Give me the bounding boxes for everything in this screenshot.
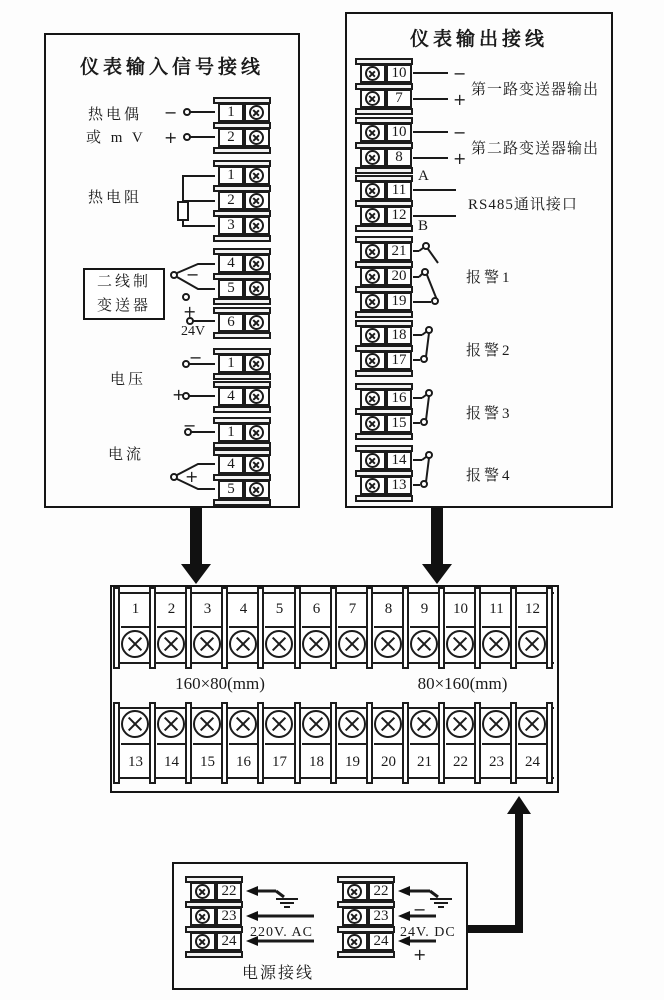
ground-icon [430,899,452,907]
connection-point [171,272,177,278]
terminal-screw-cell [360,267,386,286]
terminal-post [257,702,264,784]
screw-icon [365,91,380,106]
terminal-post [366,587,373,669]
terminal-post [221,587,228,669]
screw-icon [193,710,221,738]
screw-icon [157,630,185,658]
terminal-number: 12 [518,592,547,628]
alarm2-contact [413,327,432,362]
terminal-number: 14 [157,743,186,779]
terminal-screw-cell [342,882,368,901]
terminal-screw-cell [244,387,270,406]
terminal-number: 17 [265,743,294,779]
arrowhead [398,886,410,896]
terminal-rail [213,406,271,413]
rs485-marker-a: A [418,168,429,184]
terminal-post [546,702,553,784]
input-box-title: 仪表输入信号接线 [79,57,264,78]
switch-blade [426,458,429,482]
switch-blade [427,275,437,300]
thermocouple-label-2: 或 m V [86,130,146,146]
terminal-screw-cell [244,254,270,273]
plus-sign: + [185,467,199,486]
alarm1-label: 报警1 [466,270,513,286]
terminal-screw-cell [360,89,386,108]
thermocouple-wires [184,109,215,140]
screw-icon [365,125,380,140]
terminal-number: 11 [482,592,511,628]
terminal-post [294,587,301,669]
screw-icon [121,630,149,658]
rtd-label: 热电阻 [88,190,143,206]
terminal-screw-cell [190,932,216,951]
terminal-screw-cell [244,354,270,373]
terminal-number: 17 [386,351,412,370]
screw-icon [249,256,264,271]
screw-icon [365,453,380,468]
terminal-number: 22 [216,882,242,901]
alarm2-label: 报警2 [466,343,513,359]
voltage-label: 电压 [110,372,147,388]
terminal-screw-cell [190,907,216,926]
screw-icon [249,389,264,404]
terminal-screw-cell [360,292,386,311]
terminal-screw-cell [190,882,216,901]
terminal-number: 5 [218,480,244,499]
transmitter-label-1: 二线制 [96,274,151,290]
terminal-number: 8 [374,592,403,628]
terminal-rail [213,332,271,339]
terminal-number: 23 [482,743,511,779]
resistor-icon [178,202,188,220]
terminal-screw-cell [360,326,386,345]
terminal-rail [355,370,413,377]
terminal-screw-cell [360,389,386,408]
analog-output-wires [413,73,448,158]
up-arrow [468,796,531,933]
size-label-right: 80×160(mm) [417,674,508,693]
terminal-rail [213,147,271,154]
terminal-number: 15 [193,743,222,779]
analog1-label: 第一路变送器输出 [471,82,600,98]
rs485-wires [413,190,456,216]
supply-24v-label: 24V [181,324,206,339]
terminal-number: 1 [218,354,244,373]
screw-icon [446,710,474,738]
terminal-rail [213,298,271,305]
terminal-number: 18 [386,326,412,345]
terminal-post [185,702,192,784]
analog2-label: 第二路变送器输出 [471,141,600,157]
terminal-number: 23 [216,907,242,926]
terminal-number: 7 [338,592,367,628]
screw-icon [374,710,402,738]
terminal-screw-cell [244,166,270,185]
thermocouple-label: 热电偶 [88,107,143,123]
switch-blade [428,249,438,263]
terminal-post [113,587,120,669]
screw-icon [195,884,210,899]
terminal-number: 11 [386,181,412,200]
terminal-screw-cell [244,423,270,442]
dc-voltage-label: 24V. DC [400,925,456,940]
terminal-number: 13 [386,476,412,495]
terminal-number: 13 [121,743,150,779]
screw-icon [338,710,366,738]
rs485-label: RS485通讯接口 [468,197,578,213]
alarm1-contact [413,243,438,304]
terminal-number: 23 [368,907,394,926]
screw-icon [302,630,330,658]
terminal-number: 10 [386,123,412,142]
terminal-screw-cell [244,216,270,235]
transmitter-label-2: 变送器 [96,298,151,314]
screw-icon [482,710,510,738]
terminal-screw-cell [342,907,368,926]
terminal-number: 22 [368,882,394,901]
terminal-post [149,587,156,669]
connection-point [183,294,189,300]
down-arrow [181,508,211,584]
screw-icon [249,281,264,296]
terminal-number: 21 [410,743,439,779]
screw-icon [365,150,380,165]
terminal-number: 4 [229,592,258,628]
switch-blade [426,396,429,420]
power-box-title: 电源接线 [242,965,315,982]
terminal-number: 18 [302,743,331,779]
screw-icon [302,710,330,738]
terminal-number: 10 [446,592,475,628]
rtd-wires [178,176,215,226]
screw-icon [365,328,380,343]
minus-sign: − [183,416,197,435]
terminal-screw-cell [360,242,386,261]
terminal-post [330,702,337,784]
terminal-screw-cell [360,181,386,200]
screw-icon [249,315,264,330]
screw-icon [347,909,362,924]
ground-icon [276,899,298,907]
terminal-rail [355,225,413,232]
screw-icon [249,105,264,120]
terminal-number: 1 [218,423,244,442]
terminal-number: 19 [386,292,412,311]
terminal-number: 5 [265,592,294,628]
screw-icon [365,244,380,259]
plus-sign: + [172,385,186,404]
terminal-post [257,587,264,669]
screw-icon [365,416,380,431]
terminal-screw-cell [244,103,270,122]
terminal-number: 12 [386,206,412,225]
minus-sign: − [453,123,467,142]
arrowhead [246,911,258,921]
screw-icon [518,630,546,658]
terminal-number: 24 [518,743,547,779]
terminal-number: 15 [386,414,412,433]
terminal-number: 4 [218,455,244,474]
terminal-rail [185,951,243,958]
screw-icon [121,710,149,738]
plus-sign: + [164,128,178,147]
terminal-rail [213,442,271,449]
minus-sign: − [186,265,200,284]
terminal-rail [355,167,413,174]
terminal-screw-cell [244,279,270,298]
terminal-number: 1 [121,592,150,628]
terminal-number: 19 [338,743,367,779]
terminal-number: 7 [386,89,412,108]
terminal-screw-cell [244,455,270,474]
screw-icon [249,482,264,497]
terminal-screw-cell [360,451,386,470]
terminal-post [438,702,445,784]
terminal-screw-cell [360,351,386,370]
alarm4-label: 报警4 [466,468,513,484]
screw-icon [365,294,380,309]
terminal-screw-cell [360,148,386,167]
terminal-number: 3 [193,592,222,628]
terminal-rail [213,499,271,506]
terminal-number: 24 [368,932,394,951]
screw-icon [195,934,210,949]
minus-sign: − [453,64,467,83]
plus-sign: + [183,302,197,321]
terminal-screw-cell [360,476,386,495]
terminal-rail [355,495,413,502]
terminal-number: 8 [386,148,412,167]
screw-icon [195,909,210,924]
screw-icon [229,630,257,658]
terminal-post [438,587,445,669]
screw-icon [365,391,380,406]
terminal-rail [213,373,271,380]
arrowhead [398,911,410,921]
screw-icon [410,630,438,658]
terminal-screw-cell [360,123,386,142]
plus-sign: + [453,149,467,168]
terminal-screw-cell [360,206,386,225]
rs485-marker-b: B [418,218,429,234]
terminal-number: 9 [410,592,439,628]
screw-icon [518,710,546,738]
terminal-number: 22 [446,743,475,779]
terminal-post [149,702,156,784]
screw-icon [249,457,264,472]
terminal-post [221,702,228,784]
terminal-post [474,587,481,669]
arrowhead [246,886,258,896]
terminal-screw-cell [244,480,270,499]
screw-icon [365,269,380,284]
screw-icon [410,710,438,738]
terminal-post [402,702,409,784]
terminal-screw-cell [244,313,270,332]
screw-icon [249,130,264,145]
transmitter-box [83,268,165,320]
plus-sign: + [453,90,467,109]
terminal-post [366,702,373,784]
terminal-number: 2 [157,592,186,628]
screw-icon [249,218,264,233]
minus-sign: − [164,103,178,122]
terminal-number: 3 [218,216,244,235]
current-label: 电流 [108,447,145,463]
screw-icon [265,710,293,738]
terminal-number: 4 [218,387,244,406]
down-arrow [422,508,452,584]
size-label-left: 160×80(mm) [175,674,265,693]
screw-icon [365,183,380,198]
terminal-number: 16 [229,743,258,779]
screw-icon [347,884,362,899]
minus-sign: − [189,348,203,367]
terminal-screw-cell [360,414,386,433]
screw-icon [365,66,380,81]
screw-icon [338,630,366,658]
terminal-rail [355,108,413,115]
screw-icon [249,356,264,371]
screw-icon [193,630,221,658]
terminal-rail [337,951,395,958]
terminal-post [474,702,481,784]
terminal-post [510,587,517,669]
terminal-number: 21 [386,242,412,261]
screw-icon [374,630,402,658]
screw-icon [249,168,264,183]
terminal-number: 1 [218,166,244,185]
terminal-post [546,587,553,669]
screw-icon [365,208,380,223]
terminal-screw-cell [244,191,270,210]
terminal-post [510,702,517,784]
minus-sign: − [413,900,427,919]
terminal-number: 2 [218,191,244,210]
terminal-number: 4 [218,254,244,273]
terminal-post [113,702,120,784]
screw-icon [365,478,380,493]
plus-sign: + [413,945,427,964]
terminal-screw-cell [342,932,368,951]
screw-icon [249,193,264,208]
terminal-number: 24 [216,932,242,951]
output-box-title: 仪表输出接线 [409,29,548,50]
screw-icon [265,630,293,658]
terminal-number: 6 [302,592,331,628]
terminal-number: 20 [374,743,403,779]
screw-icon [249,425,264,440]
screw-icon [229,710,257,738]
terminal-screw-cell [244,128,270,147]
terminal-post [402,587,409,669]
alarm3-label: 报警3 [466,406,513,422]
ac-voltage-label: 220V. AC [250,925,313,940]
terminal-post [185,587,192,669]
terminal-number: 2 [218,128,244,147]
terminal-number: 6 [218,313,244,332]
terminal-post [294,702,301,784]
terminal-number: 16 [386,389,412,408]
alarm3-contact [413,390,432,425]
terminal-post [330,587,337,669]
terminal-rail [355,433,413,440]
switch-blade [426,333,429,357]
screw-icon [365,353,380,368]
alarm4-contact [413,452,432,487]
terminal-number: 1 [218,103,244,122]
screw-icon [157,710,185,738]
terminal-number: 14 [386,451,412,470]
terminal-screw-cell [360,64,386,83]
terminal-number: 10 [386,64,412,83]
screw-icon [347,934,362,949]
terminal-number: 5 [218,279,244,298]
terminal-rail [355,311,413,318]
terminal-rail [213,235,271,242]
screw-icon [446,630,474,658]
terminal-number: 20 [386,267,412,286]
screw-icon [482,630,510,658]
